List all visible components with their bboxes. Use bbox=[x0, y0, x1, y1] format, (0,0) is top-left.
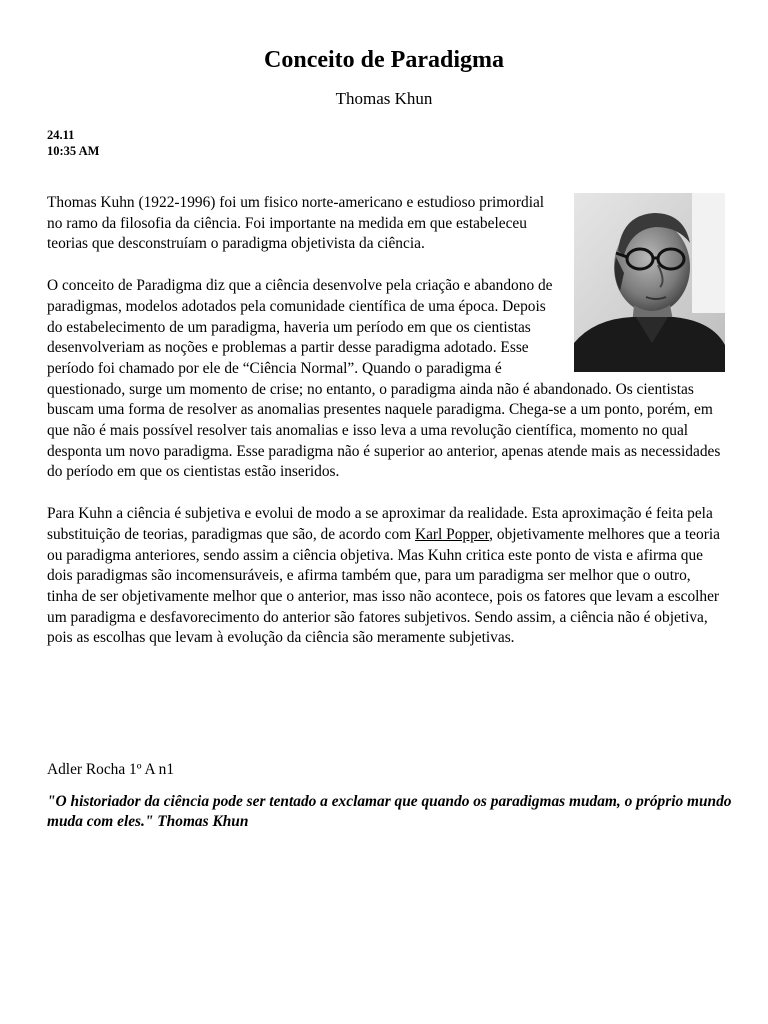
paragraph-paradigm: O conceito de Paradigma diz que a ciência desenvolve pela criação e abandono de paradigmas, modelos adotados pela comunidade científica de uma época. Depois do estabelecimento de um paradigma, haveria um período em que os cientistas desenvolveriam as noções e problemas a partir desse paradigma adotado. Esse período foi chamado por ele de “Ciência Normal”. Quando o paradigma é questionado, surge um momento de crise; no entanto, o paradigma ainda não é abandonado. Os cientistas buscam uma forma de resolver as anomalias presentes naquele paradigma. Chega-se a um ponto, porém, em que não é mais possível resolver tais anomalias e isso leva a uma revolução científica, momento no qual desponta um novo paradigma. Esse paradigma não é superior ao anterior, apenas atende mais as necessidades do período em que os cientistas estão inseridos. bbox=[47, 277, 721, 481]
karl-popper-link[interactable]: Karl Popper bbox=[414, 525, 490, 543]
paragraph-text-end: , objetivamente melhores que a teoria ou paradigma anteriores, sendo assim a ciência objetiva. Mas Kuhn critica este ponto de vista e afirma que dois paradigmas são incomensuráveis, e afirma também que, para um paradigma ser melhor que o outro, tinha de ser objetivamente melhor que o anterior, mas isso não acontece, pois os fatores que levam a escolher um paradigma e desfavorecimento do anterior são fatores subjetivos. Sendo assim, a ciência não é objetiva, pois as escolhas que levam à evolução da ciência são meramente subjetivas. bbox=[47, 525, 720, 647]
paragraph-intro: Thomas Kuhn (1922-1996) foi um fisico norte-americano e estudioso primordial no ramo da filosofia da ciência. Foi importante na medida em que estabeleceu teorias que desconstruíam o paradigma objetivista da ciência. bbox=[47, 194, 545, 253]
document-datetime bbox=[47, 127, 99, 159]
portrait-photo bbox=[574, 193, 725, 372]
portrait-image bbox=[574, 193, 725, 372]
document-author: Thomas Khun bbox=[335, 89, 433, 108]
kuhn-quote: "O historiador da ciência pode ser tentado a exclamar que quando os paradigmas mudam, o próprio mundo muda com eles." Thomas Khun bbox=[47, 793, 732, 830]
document-body bbox=[47, 193, 725, 670]
paragraph-subjectivity bbox=[47, 504, 725, 649]
paragraph-text-start: Para Kuhn a ciência é subjetiva e evolui de modo a se aproximar da realidade. Esta aproximação é feita pela substituição de teorias, paradigmas que são, de acordo com bbox=[47, 505, 713, 543]
author-signature: Adler Rocha 1º A n1 bbox=[47, 761, 175, 778]
document-time: 10:35 AM bbox=[47, 144, 100, 158]
document-title: Conceito de Paradigma bbox=[264, 47, 504, 73]
document-date: 24.11 bbox=[47, 128, 75, 142]
